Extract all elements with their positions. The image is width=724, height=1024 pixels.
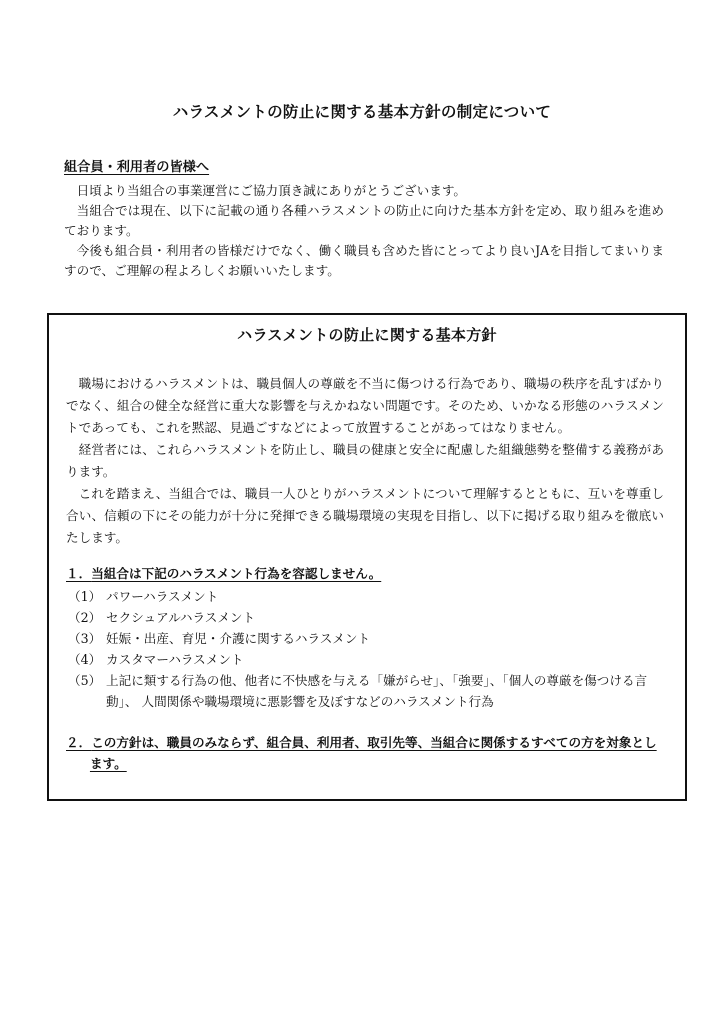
list-item — [66, 607, 664, 628]
policy-title: ハラスメントの防止に関する基本方針 — [237, 326, 497, 344]
section1-number: １． — [66, 566, 92, 581]
list-item-number: （4） — [68, 652, 102, 667]
intro-paragraph: 当組合では現在、以下に記載の通り各種ハラスメントの防止に向けた基本方針を定め、取り組みを進めております。 — [64, 203, 664, 238]
policy-paragraph: 経営者には、これらハラスメントを防止し、職員の健康と安全に配慮した組織態勢を整備する義務があります。 — [66, 442, 664, 479]
list-item-text: パワーハラスメント — [106, 589, 219, 604]
list-item-number: （3） — [68, 631, 102, 646]
intro-paragraph: 今後も組合員・利用者の皆様だけでなく、働く職員も含めた皆にとってより良いJAを目指してまいりますので、ご理解の程よろしくお願いいたします。 — [64, 243, 664, 278]
policy-body — [66, 373, 664, 774]
list-item — [66, 586, 664, 607]
list-item — [66, 670, 664, 712]
list-item-text: 妊娠・出産、育児・介護に関するハラスメント — [106, 631, 371, 646]
harassment-list — [66, 586, 664, 712]
list-item-text: セクシュアルハラスメント — [106, 610, 256, 625]
greeting-heading: 組合員・利用者の皆様へ — [64, 160, 210, 175]
section1-heading-text: 当組合は下記のハラスメント行為を容認しません。 — [91, 566, 382, 581]
section2-heading-text: この方針は、職員のみならず、組合員、利用者、取引先等、当組合に関係するすべての方を対象とします。 — [89, 735, 657, 771]
list-item-text: 上記に類する行為の他、他者に不快感を与える「嫌がらせ」、「強要」、「個人の尊厳を傷つける言動」、 人間関係や職場環境に悪影響を及ぼすなどのハラスメント行為 — [106, 673, 648, 709]
list-item-number: （1） — [68, 589, 102, 604]
policy-paragraph: 職場におけるハラスメントは、職員個人の尊厳を不当に傷つける行為であり、職場の秩序を乱すばかりでなく、組合の健全な経営に重大な影響を与えかねない問題です。そのため、いかなる形態のハラスメントであっても、これを黙認、見過ごすなどによって放置することがあってはなりません。 — [66, 376, 664, 435]
policy-paragraph: これを踏まえ、当組合では、職員一人ひとりがハラスメントについて理解するとともに、互いを尊重し合い、信頼の下にその能力が十分に発揮できる職場環境の実現を目指し、以下に掲げる取り組みを徹底いたします。 — [66, 486, 664, 545]
section2-heading — [66, 732, 664, 774]
page-title: ハラスメントの防止に関する基本方針の制定について — [172, 103, 552, 121]
list-item-number: （2） — [68, 610, 102, 625]
intro-section — [64, 158, 664, 281]
list-item-text: カスタマーハラスメント — [106, 652, 244, 667]
section2-number: ２． — [66, 735, 92, 750]
list-item — [66, 649, 664, 670]
list-item — [66, 628, 664, 649]
intro-paragraph: 日頃より当組合の事業運営にご協力頂き誠にありがとうございます。 — [76, 183, 466, 198]
section1-heading — [66, 563, 664, 584]
policy-box — [47, 313, 687, 801]
list-item-number: （5） — [68, 673, 102, 688]
